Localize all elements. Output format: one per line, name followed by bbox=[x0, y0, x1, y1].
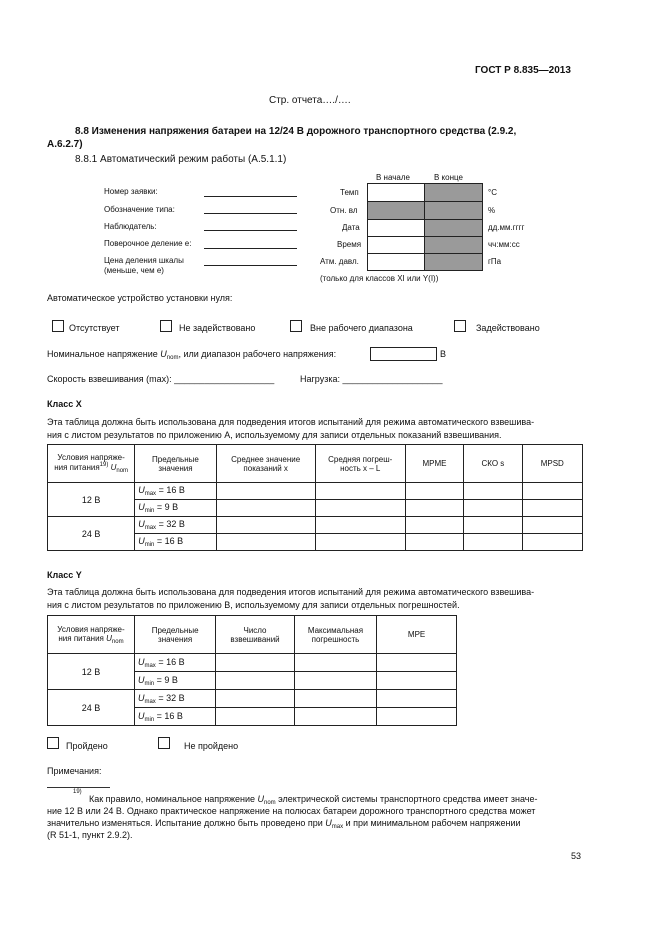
load-field: Нагрузка: ____________________ bbox=[300, 374, 443, 384]
row-label-pressure: Атм. давл. bbox=[320, 257, 359, 266]
field-label-application: Номер заявки: bbox=[104, 187, 158, 196]
field-line-scale[interactable] bbox=[204, 265, 297, 266]
field-label-scale: Цена деления шкалы bbox=[104, 256, 184, 265]
row-label-temp: Темп bbox=[340, 188, 359, 197]
fail-label: Не пройдено bbox=[184, 741, 239, 751]
field-label-observer: Наблюдатель: bbox=[104, 222, 157, 231]
table-row bbox=[48, 654, 457, 672]
limit-cell: $U_{min} = 9$ В bbox=[134, 672, 215, 690]
field-line-observer[interactable] bbox=[204, 230, 297, 231]
table-row bbox=[48, 690, 457, 708]
field-label-verification: Поверочное деление е: bbox=[104, 239, 192, 248]
page-number: 53 bbox=[571, 851, 582, 861]
col-end-label: В конце bbox=[434, 173, 463, 182]
field-label-scale-note: (меньше, чем е) bbox=[104, 266, 164, 275]
option-active-label: Задействовано bbox=[476, 323, 540, 333]
checkbox-active[interactable] bbox=[454, 320, 466, 332]
header-conditions: Условия напряже- ния питания$^{19)}$ $U_{nom}$ bbox=[48, 445, 135, 483]
table-row bbox=[48, 483, 583, 500]
pressure-start-cell[interactable] bbox=[367, 253, 425, 271]
limit-cell: $U_{min} = 16$ В bbox=[135, 534, 216, 551]
field-line-application[interactable] bbox=[204, 196, 297, 197]
field-label-type: Обозначение типа: bbox=[104, 205, 175, 214]
checkbox-fail[interactable] bbox=[158, 737, 170, 749]
header-count: Число взвешиваний bbox=[216, 616, 294, 654]
limit-cell: $U_{min} = 16$ В bbox=[134, 708, 215, 726]
table-row bbox=[48, 517, 583, 534]
humidity-start-cell[interactable] bbox=[367, 201, 425, 220]
date-end-cell[interactable] bbox=[424, 219, 483, 237]
unit-time: чч:мм:сс bbox=[488, 240, 520, 249]
header-mean-error: Средняя погреш- ность x – L bbox=[315, 445, 405, 483]
option-absent-label: Отсутствует bbox=[69, 323, 120, 333]
unit-humidity: % bbox=[488, 206, 496, 215]
footnote-line4: (R 51-1, пункт 2.9.2). bbox=[47, 830, 133, 840]
unit-pressure: гПа bbox=[488, 257, 502, 266]
limit-cell: $U_{max} = 16$ В bbox=[135, 483, 216, 500]
section-title: 8.8 Изменения напряжения батареи на 12/24 В дорожного транспортного средства (2.9.2, bbox=[75, 126, 517, 137]
pressure-end-cell[interactable] bbox=[424, 253, 483, 271]
voltage-cell: 12 В bbox=[48, 483, 135, 517]
time-end-cell[interactable] bbox=[424, 236, 483, 254]
section-title-cont: А.6.2.7) bbox=[47, 139, 83, 150]
row-label-time: Время bbox=[337, 240, 362, 249]
row-label-humidity: Отн. вл bbox=[330, 206, 358, 215]
time-start-cell[interactable] bbox=[367, 236, 425, 254]
header-mpsd: MPSD bbox=[522, 445, 582, 483]
class-x-table bbox=[47, 444, 583, 551]
nominal-voltage-label: Номинальное напряжение $U_{nom}$, или диапазон рабочего напряжения: bbox=[47, 349, 337, 361]
voltage-unit: В bbox=[440, 349, 447, 359]
header-max-error: Максимальная погрешность bbox=[294, 616, 376, 654]
footnote-line2: ние 12 В или 24 В. Однако практическое напряжение на полюсах батареи дорожного транспортного средства может bbox=[47, 806, 536, 816]
notes-label: Примечания: bbox=[47, 766, 102, 776]
field-line-verification[interactable] bbox=[204, 248, 297, 249]
col-start-label: В начале bbox=[376, 173, 410, 182]
footnote-line1: Как правило, номинальное напряжение $U_{nom}$ электрической системы транспортного средства имеет значе- bbox=[89, 794, 538, 806]
limit-cell: $U_{max} = 32$ В bbox=[135, 517, 216, 534]
footnote-divider bbox=[47, 787, 110, 788]
unit-date: дд.мм.гггг bbox=[488, 223, 525, 232]
nominal-voltage-input[interactable] bbox=[370, 347, 437, 361]
weighing-speed-field: Скорость взвешивания (max): ____________________ bbox=[47, 374, 275, 384]
header-sko: СКО s bbox=[464, 445, 522, 483]
standard-number: ГОСТ Р 8.835—2013 bbox=[475, 65, 571, 76]
voltage-cell: 24 В bbox=[48, 690, 135, 726]
row-label-date: Дата bbox=[342, 223, 360, 232]
checkbox-absent[interactable] bbox=[52, 320, 64, 332]
temp-start-cell[interactable] bbox=[367, 183, 425, 202]
limit-cell: $U_{min} = 9$ В bbox=[135, 500, 216, 517]
checkbox-pass[interactable] bbox=[47, 737, 59, 749]
class-x-text-line2: ния с листом результатов по приложению А, используемому для записи отдельных показаний взвешивания. bbox=[47, 430, 502, 440]
option-out-of-range-label: Вне рабочего диапазона bbox=[310, 323, 413, 333]
header-mpe: MPE bbox=[377, 616, 457, 654]
zero-setting-question: Автоматическое устройство установки нуля: bbox=[47, 293, 233, 303]
report-page-field: Стр. отчета…./…. bbox=[269, 95, 351, 106]
humidity-end-cell[interactable] bbox=[424, 201, 483, 220]
voltage-cell: 12 В bbox=[48, 654, 135, 690]
unit-temp: °С bbox=[488, 188, 497, 197]
option-not-used-label: Не задействовано bbox=[179, 323, 256, 333]
header-limits: Предельные значения bbox=[134, 616, 215, 654]
voltage-cell: 24 В bbox=[48, 517, 135, 551]
date-start-cell[interactable] bbox=[367, 219, 425, 237]
class-x-title: Класс X bbox=[47, 399, 82, 409]
temp-end-cell[interactable] bbox=[424, 183, 483, 202]
class-x-text-line1: Эта таблица должна быть использована для подведения итогов испытаний для режима автоматического взвешива- bbox=[47, 417, 535, 427]
header-conditions: Условия напряже- ния питания $U_{nom}$ bbox=[48, 616, 135, 654]
field-line-type[interactable] bbox=[204, 213, 297, 214]
footnote-line3: значительно изменяться. Испытание должно быть проведено при $U_{max}$ и при минимальном рабочем напряжении bbox=[47, 818, 521, 830]
limit-cell: $U_{max} = 32$ В bbox=[134, 690, 215, 708]
header-mpme: MPME bbox=[405, 445, 463, 483]
class-y-text-line1: Эта таблица должна быть использована для подведения итогов испытаний для режима автоматического взвешива- bbox=[47, 587, 535, 597]
header-average: Среднее значение показаний x bbox=[216, 445, 315, 483]
subsection-title: 8.8.1 Автоматический режим работы (А.5.1.1) bbox=[75, 154, 287, 165]
class-y-text-line2: ния с листом результатов по приложению В, используемому для записи отдельных погрешностей. bbox=[47, 600, 460, 610]
header-limits: Предельные значения bbox=[135, 445, 216, 483]
checkbox-not-used[interactable] bbox=[160, 320, 172, 332]
class-y-table bbox=[47, 615, 457, 726]
class-y-title: Класс Y bbox=[47, 570, 82, 580]
checkbox-out-of-range[interactable] bbox=[290, 320, 302, 332]
limit-cell: $U_{max} = 16$ В bbox=[134, 654, 215, 672]
pass-label: Пройдено bbox=[66, 741, 108, 751]
classes-note: (только для классов XI или Y(I)) bbox=[320, 274, 439, 283]
footnote-number: 19) bbox=[73, 789, 82, 795]
